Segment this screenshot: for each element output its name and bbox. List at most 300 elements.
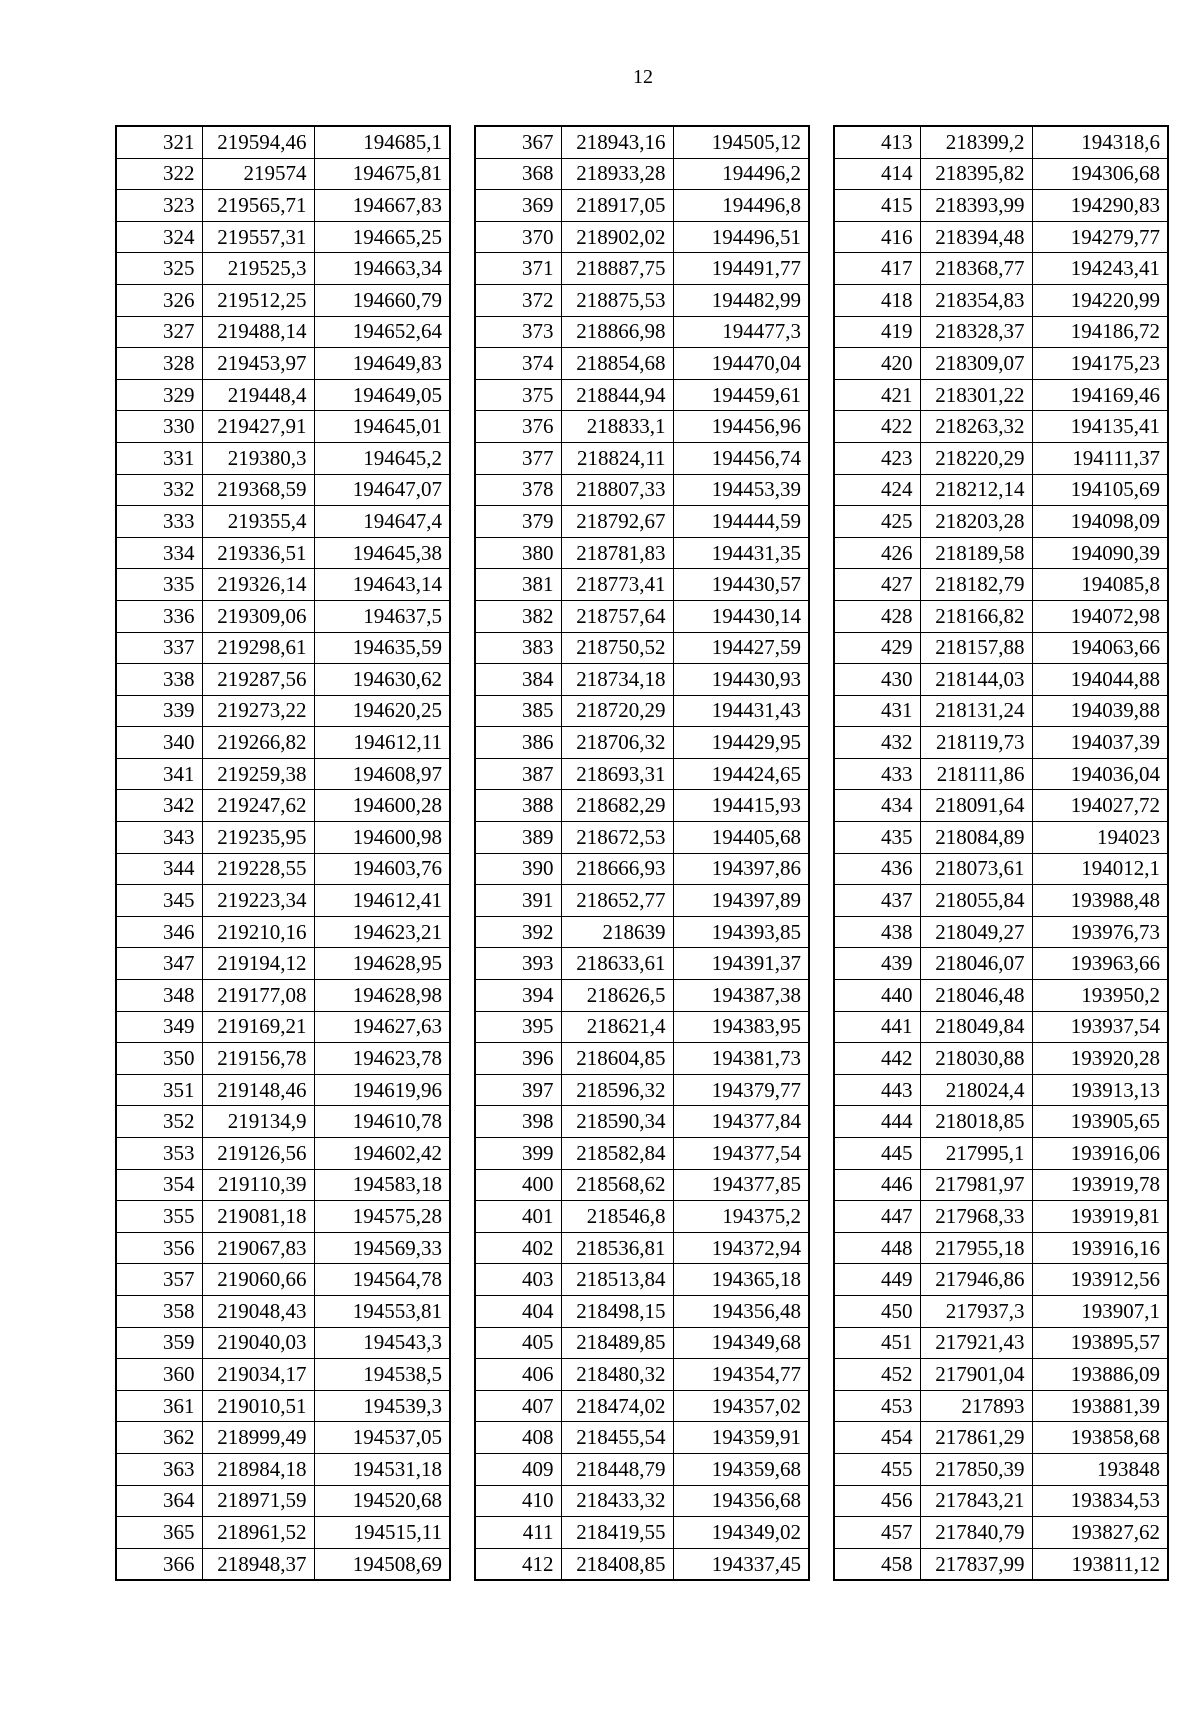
point-number-cell: 351 <box>116 1074 202 1106</box>
y-coordinate-cell: 194630,62 <box>314 664 450 696</box>
table-row <box>475 253 809 285</box>
y-coordinate-cell: 194685,1 <box>314 126 450 158</box>
point-number-cell: 334 <box>116 537 202 569</box>
point-number-cell: 375 <box>475 379 561 411</box>
table-row <box>116 506 450 538</box>
x-coordinate-cell: 219177,08 <box>202 980 314 1012</box>
table-row <box>475 221 809 253</box>
y-coordinate-cell: 194391,37 <box>673 948 809 980</box>
y-coordinate-cell: 193811,12 <box>1032 1548 1168 1580</box>
point-number-cell: 428 <box>834 600 920 632</box>
x-coordinate-cell: 219427,91 <box>202 411 314 443</box>
y-coordinate-cell: 194012,1 <box>1032 853 1168 885</box>
point-number-cell: 359 <box>116 1327 202 1359</box>
table-row <box>116 1011 450 1043</box>
y-coordinate-cell: 194456,96 <box>673 411 809 443</box>
x-coordinate-cell: 218131,24 <box>920 695 1032 727</box>
x-coordinate-cell: 218049,27 <box>920 916 1032 948</box>
y-coordinate-cell: 194039,88 <box>1032 695 1168 727</box>
y-coordinate-cell: 194424,65 <box>673 758 809 790</box>
table-row <box>116 1201 450 1233</box>
point-number-cell: 344 <box>116 853 202 885</box>
x-coordinate-cell: 219368,59 <box>202 474 314 506</box>
table-row <box>475 190 809 222</box>
table-row <box>475 1232 809 1264</box>
y-coordinate-cell: 194027,72 <box>1032 790 1168 822</box>
y-coordinate-cell: 194649,83 <box>314 348 450 380</box>
x-coordinate-cell: 218971,59 <box>202 1485 314 1517</box>
x-coordinate-cell: 217840,79 <box>920 1517 1032 1549</box>
point-number-cell: 447 <box>834 1201 920 1233</box>
y-coordinate-cell: 193858,68 <box>1032 1422 1168 1454</box>
y-coordinate-cell: 194531,18 <box>314 1453 450 1485</box>
x-coordinate-cell: 218720,29 <box>561 695 673 727</box>
y-coordinate-cell: 193895,57 <box>1032 1327 1168 1359</box>
point-number-cell: 328 <box>116 348 202 380</box>
x-coordinate-cell: 219067,83 <box>202 1232 314 1264</box>
x-coordinate-cell: 218750,52 <box>561 632 673 664</box>
x-coordinate-cell: 219448,4 <box>202 379 314 411</box>
x-coordinate-cell: 219126,56 <box>202 1138 314 1170</box>
point-number-cell: 396 <box>475 1043 561 1075</box>
x-coordinate-cell: 217955,18 <box>920 1232 1032 1264</box>
y-coordinate-cell: 194111,37 <box>1032 442 1168 474</box>
table-row <box>834 1106 1168 1138</box>
table-row <box>834 284 1168 316</box>
x-coordinate-cell: 219326,14 <box>202 569 314 601</box>
y-coordinate-cell: 194397,89 <box>673 885 809 917</box>
y-coordinate-cell: 194377,84 <box>673 1106 809 1138</box>
point-number-cell: 387 <box>475 758 561 790</box>
x-coordinate-cell: 219309,06 <box>202 600 314 632</box>
table-row <box>834 1232 1168 1264</box>
x-coordinate-cell: 218354,83 <box>920 284 1032 316</box>
point-number-cell: 407 <box>475 1390 561 1422</box>
x-coordinate-cell: 219040,03 <box>202 1327 314 1359</box>
y-coordinate-cell: 194430,14 <box>673 600 809 632</box>
point-number-cell: 388 <box>475 790 561 822</box>
y-coordinate-cell: 193920,28 <box>1032 1043 1168 1075</box>
y-coordinate-cell: 193976,73 <box>1032 916 1168 948</box>
point-number-cell: 408 <box>475 1422 561 1454</box>
y-coordinate-cell: 194379,77 <box>673 1074 809 1106</box>
x-coordinate-cell: 218626,5 <box>561 980 673 1012</box>
table-row <box>116 316 450 348</box>
y-coordinate-cell: 194482,99 <box>673 284 809 316</box>
point-number-cell: 390 <box>475 853 561 885</box>
table-row <box>834 1359 1168 1391</box>
point-number-cell: 458 <box>834 1548 920 1580</box>
x-coordinate-cell: 218948,37 <box>202 1548 314 1580</box>
y-coordinate-cell: 194583,18 <box>314 1169 450 1201</box>
y-coordinate-cell: 194600,28 <box>314 790 450 822</box>
y-coordinate-cell: 194643,14 <box>314 569 450 601</box>
point-number-cell: 401 <box>475 1201 561 1233</box>
y-coordinate-cell: 194635,59 <box>314 632 450 664</box>
y-coordinate-cell: 194387,38 <box>673 980 809 1012</box>
y-coordinate-cell: 194647,4 <box>314 506 450 538</box>
point-number-cell: 444 <box>834 1106 920 1138</box>
x-coordinate-cell: 218119,73 <box>920 727 1032 759</box>
table-row <box>834 853 1168 885</box>
table-row <box>475 1548 809 1580</box>
y-coordinate-cell: 194602,42 <box>314 1138 450 1170</box>
x-coordinate-cell: 219565,71 <box>202 190 314 222</box>
x-coordinate-cell: 219034,17 <box>202 1359 314 1391</box>
x-coordinate-cell: 218633,61 <box>561 948 673 980</box>
x-coordinate-cell: 218263,32 <box>920 411 1032 443</box>
y-coordinate-cell: 194044,88 <box>1032 664 1168 696</box>
point-number-cell: 394 <box>475 980 561 1012</box>
x-coordinate-cell: 217946,86 <box>920 1264 1032 1296</box>
x-coordinate-cell: 217850,39 <box>920 1453 1032 1485</box>
coordinates-table-3 <box>833 125 1169 1581</box>
x-coordinate-cell: 218368,77 <box>920 253 1032 285</box>
x-coordinate-cell: 218212,14 <box>920 474 1032 506</box>
table-row <box>116 822 450 854</box>
point-number-cell: 382 <box>475 600 561 632</box>
point-number-cell: 403 <box>475 1264 561 1296</box>
table-row <box>116 1106 450 1138</box>
x-coordinate-cell: 219134,9 <box>202 1106 314 1138</box>
point-number-cell: 417 <box>834 253 920 285</box>
table-row <box>834 1201 1168 1233</box>
table-row <box>475 379 809 411</box>
y-coordinate-cell: 194090,39 <box>1032 537 1168 569</box>
table-row <box>116 758 450 790</box>
table-row <box>475 1201 809 1233</box>
x-coordinate-cell: 219512,25 <box>202 284 314 316</box>
y-coordinate-cell: 194429,95 <box>673 727 809 759</box>
point-number-cell: 433 <box>834 758 920 790</box>
table-row <box>834 1043 1168 1075</box>
table-row <box>116 1390 450 1422</box>
y-coordinate-cell: 193937,54 <box>1032 1011 1168 1043</box>
point-number-cell: 435 <box>834 822 920 854</box>
table-row <box>475 695 809 727</box>
table-row <box>116 1043 450 1075</box>
table-row <box>834 411 1168 443</box>
x-coordinate-cell: 218984,18 <box>202 1453 314 1485</box>
x-coordinate-cell: 218024,4 <box>920 1074 1032 1106</box>
point-number-cell: 336 <box>116 600 202 632</box>
y-coordinate-cell: 194381,73 <box>673 1043 809 1075</box>
table-row <box>475 1485 809 1517</box>
point-number-cell: 371 <box>475 253 561 285</box>
table-row <box>834 1327 1168 1359</box>
point-number-cell: 335 <box>116 569 202 601</box>
table-row <box>834 980 1168 1012</box>
point-number-cell: 416 <box>834 221 920 253</box>
x-coordinate-cell: 218902,02 <box>561 221 673 253</box>
coordinates-table-1 <box>115 125 451 1581</box>
table-row <box>116 284 450 316</box>
point-number-cell: 323 <box>116 190 202 222</box>
y-coordinate-cell: 194508,69 <box>314 1548 450 1580</box>
x-coordinate-cell: 218781,83 <box>561 537 673 569</box>
table-row <box>475 1074 809 1106</box>
point-number-cell: 333 <box>116 506 202 538</box>
x-coordinate-cell: 218639 <box>561 916 673 948</box>
table-row <box>475 442 809 474</box>
table-row <box>116 948 450 980</box>
point-number-cell: 426 <box>834 537 920 569</box>
table-row <box>475 1453 809 1485</box>
point-number-cell: 355 <box>116 1201 202 1233</box>
y-coordinate-cell: 194477,3 <box>673 316 809 348</box>
y-coordinate-cell: 194564,78 <box>314 1264 450 1296</box>
x-coordinate-cell: 218084,89 <box>920 822 1032 854</box>
table-row <box>116 1074 450 1106</box>
y-coordinate-cell: 194496,8 <box>673 190 809 222</box>
table-row <box>116 1169 450 1201</box>
x-coordinate-cell: 218046,48 <box>920 980 1032 1012</box>
x-coordinate-cell: 218394,48 <box>920 221 1032 253</box>
y-coordinate-cell: 194393,85 <box>673 916 809 948</box>
point-number-cell: 345 <box>116 885 202 917</box>
table-row <box>116 1232 450 1264</box>
table-row <box>475 600 809 632</box>
table-row <box>116 253 450 285</box>
point-number-cell: 431 <box>834 695 920 727</box>
point-number-cell: 322 <box>116 158 202 190</box>
y-coordinate-cell: 194628,98 <box>314 980 450 1012</box>
point-number-cell: 325 <box>116 253 202 285</box>
y-coordinate-cell: 194377,85 <box>673 1169 809 1201</box>
x-coordinate-cell: 219048,43 <box>202 1295 314 1327</box>
y-coordinate-cell: 194365,18 <box>673 1264 809 1296</box>
y-coordinate-cell: 194359,91 <box>673 1422 809 1454</box>
x-coordinate-cell: 218792,67 <box>561 506 673 538</box>
point-number-cell: 421 <box>834 379 920 411</box>
x-coordinate-cell: 219010,51 <box>202 1390 314 1422</box>
x-coordinate-cell: 218182,79 <box>920 569 1032 601</box>
point-number-cell: 415 <box>834 190 920 222</box>
point-number-cell: 434 <box>834 790 920 822</box>
point-number-cell: 432 <box>834 727 920 759</box>
y-coordinate-cell: 194098,09 <box>1032 506 1168 538</box>
y-coordinate-cell: 194667,83 <box>314 190 450 222</box>
table-row <box>475 1264 809 1296</box>
table-row <box>116 632 450 664</box>
point-number-cell: 429 <box>834 632 920 664</box>
point-number-cell: 339 <box>116 695 202 727</box>
table-row <box>116 1422 450 1454</box>
point-number-cell: 369 <box>475 190 561 222</box>
point-number-cell: 352 <box>116 1106 202 1138</box>
x-coordinate-cell: 218480,32 <box>561 1359 673 1391</box>
y-coordinate-cell: 194491,77 <box>673 253 809 285</box>
point-number-cell: 373 <box>475 316 561 348</box>
point-number-cell: 377 <box>475 442 561 474</box>
x-coordinate-cell: 218111,86 <box>920 758 1032 790</box>
point-number-cell: 412 <box>475 1548 561 1580</box>
point-number-cell: 368 <box>475 158 561 190</box>
table-row <box>475 948 809 980</box>
table-row <box>834 221 1168 253</box>
point-number-cell: 419 <box>834 316 920 348</box>
point-number-cell: 451 <box>834 1327 920 1359</box>
table-row <box>834 948 1168 980</box>
y-coordinate-cell: 194430,57 <box>673 569 809 601</box>
y-coordinate-cell: 194349,68 <box>673 1327 809 1359</box>
point-number-cell: 326 <box>116 284 202 316</box>
y-coordinate-cell: 194645,2 <box>314 442 450 474</box>
point-number-cell: 349 <box>116 1011 202 1043</box>
x-coordinate-cell: 218582,84 <box>561 1138 673 1170</box>
x-coordinate-cell: 218866,98 <box>561 316 673 348</box>
y-coordinate-cell: 194652,64 <box>314 316 450 348</box>
x-coordinate-cell: 218961,52 <box>202 1517 314 1549</box>
x-coordinate-cell: 218455,54 <box>561 1422 673 1454</box>
x-coordinate-cell: 219148,46 <box>202 1074 314 1106</box>
y-coordinate-cell: 194405,68 <box>673 822 809 854</box>
table-row <box>116 190 450 222</box>
y-coordinate-cell: 194372,94 <box>673 1232 809 1264</box>
point-number-cell: 413 <box>834 126 920 158</box>
y-coordinate-cell: 194619,96 <box>314 1074 450 1106</box>
point-number-cell: 376 <box>475 411 561 443</box>
point-number-cell: 358 <box>116 1295 202 1327</box>
y-coordinate-cell: 194354,77 <box>673 1359 809 1391</box>
table-row <box>834 442 1168 474</box>
x-coordinate-cell: 218666,93 <box>561 853 673 885</box>
y-coordinate-cell: 194620,25 <box>314 695 450 727</box>
x-coordinate-cell: 218399,2 <box>920 126 1032 158</box>
x-coordinate-cell: 218887,75 <box>561 253 673 285</box>
x-coordinate-cell: 217937,3 <box>920 1295 1032 1327</box>
x-coordinate-cell: 218824,11 <box>561 442 673 474</box>
x-coordinate-cell: 218943,16 <box>561 126 673 158</box>
table-row <box>475 1043 809 1075</box>
y-coordinate-cell: 194675,81 <box>314 158 450 190</box>
point-number-cell: 332 <box>116 474 202 506</box>
table-row <box>116 474 450 506</box>
x-coordinate-cell: 218393,99 <box>920 190 1032 222</box>
x-coordinate-cell: 217968,33 <box>920 1201 1032 1233</box>
x-coordinate-cell: 218590,34 <box>561 1106 673 1138</box>
table-row <box>834 727 1168 759</box>
point-number-cell: 400 <box>475 1169 561 1201</box>
x-coordinate-cell: 218706,32 <box>561 727 673 759</box>
table-row <box>475 1011 809 1043</box>
point-number-cell: 363 <box>116 1453 202 1485</box>
y-coordinate-cell: 194357,02 <box>673 1390 809 1422</box>
table-row <box>834 253 1168 285</box>
y-coordinate-cell: 194306,68 <box>1032 158 1168 190</box>
y-coordinate-cell: 194515,11 <box>314 1517 450 1549</box>
point-number-cell: 356 <box>116 1232 202 1264</box>
y-coordinate-cell: 193827,62 <box>1032 1517 1168 1549</box>
table-row <box>116 600 450 632</box>
table-row <box>834 1264 1168 1296</box>
x-coordinate-cell: 218604,85 <box>561 1043 673 1075</box>
table-row <box>116 158 450 190</box>
point-number-cell: 321 <box>116 126 202 158</box>
y-coordinate-cell: 194063,66 <box>1032 632 1168 664</box>
table-row <box>116 348 450 380</box>
y-coordinate-cell: 194186,72 <box>1032 316 1168 348</box>
point-number-cell: 353 <box>116 1138 202 1170</box>
table-row <box>475 506 809 538</box>
point-number-cell: 347 <box>116 948 202 980</box>
table-row <box>116 790 450 822</box>
point-number-cell: 343 <box>116 822 202 854</box>
x-coordinate-cell: 219156,78 <box>202 1043 314 1075</box>
table-row <box>475 126 809 158</box>
point-number-cell: 362 <box>116 1422 202 1454</box>
point-number-cell: 437 <box>834 885 920 917</box>
point-number-cell: 357 <box>116 1264 202 1296</box>
point-number-cell: 395 <box>475 1011 561 1043</box>
x-coordinate-cell: 219247,62 <box>202 790 314 822</box>
point-number-cell: 337 <box>116 632 202 664</box>
x-coordinate-cell: 218513,84 <box>561 1264 673 1296</box>
table-row <box>475 158 809 190</box>
point-number-cell: 438 <box>834 916 920 948</box>
y-coordinate-cell: 194175,23 <box>1032 348 1168 380</box>
coordinates-table-2 <box>474 125 810 1581</box>
x-coordinate-cell: 218474,02 <box>561 1390 673 1422</box>
table-row <box>475 537 809 569</box>
point-number-cell: 402 <box>475 1232 561 1264</box>
table-row <box>116 1327 450 1359</box>
table-row <box>475 758 809 790</box>
x-coordinate-cell: 217981,97 <box>920 1169 1032 1201</box>
y-coordinate-cell: 194337,45 <box>673 1548 809 1580</box>
x-coordinate-cell: 218672,53 <box>561 822 673 854</box>
x-coordinate-cell: 218049,84 <box>920 1011 1032 1043</box>
table-row <box>475 885 809 917</box>
y-coordinate-cell: 194169,46 <box>1032 379 1168 411</box>
x-coordinate-cell: 219259,38 <box>202 758 314 790</box>
y-coordinate-cell: 193881,39 <box>1032 1390 1168 1422</box>
point-number-cell: 384 <box>475 664 561 696</box>
table-row <box>834 316 1168 348</box>
y-coordinate-cell: 194505,12 <box>673 126 809 158</box>
x-coordinate-cell: 219194,12 <box>202 948 314 980</box>
table-row <box>475 822 809 854</box>
point-number-cell: 391 <box>475 885 561 917</box>
y-coordinate-cell: 194456,74 <box>673 442 809 474</box>
point-number-cell: 456 <box>834 1485 920 1517</box>
x-coordinate-cell: 219557,31 <box>202 221 314 253</box>
point-number-cell: 374 <box>475 348 561 380</box>
point-number-cell: 452 <box>834 1359 920 1391</box>
point-number-cell: 418 <box>834 284 920 316</box>
y-coordinate-cell: 194612,41 <box>314 885 450 917</box>
point-number-cell: 445 <box>834 1138 920 1170</box>
point-number-cell: 370 <box>475 221 561 253</box>
y-coordinate-cell: 193919,81 <box>1032 1201 1168 1233</box>
y-coordinate-cell: 194628,95 <box>314 948 450 980</box>
x-coordinate-cell: 218682,29 <box>561 790 673 822</box>
point-number-cell: 340 <box>116 727 202 759</box>
table-row <box>834 758 1168 790</box>
y-coordinate-cell: 194470,04 <box>673 348 809 380</box>
x-coordinate-cell: 218189,58 <box>920 537 1032 569</box>
table-row <box>834 1485 1168 1517</box>
point-number-cell: 380 <box>475 537 561 569</box>
x-coordinate-cell: 219273,22 <box>202 695 314 727</box>
table-row <box>834 1453 1168 1485</box>
y-coordinate-cell: 193912,56 <box>1032 1264 1168 1296</box>
y-coordinate-cell: 194608,97 <box>314 758 450 790</box>
y-coordinate-cell: 194553,81 <box>314 1295 450 1327</box>
x-coordinate-cell: 218091,64 <box>920 790 1032 822</box>
y-coordinate-cell: 194637,5 <box>314 600 450 632</box>
point-number-cell: 443 <box>834 1074 920 1106</box>
